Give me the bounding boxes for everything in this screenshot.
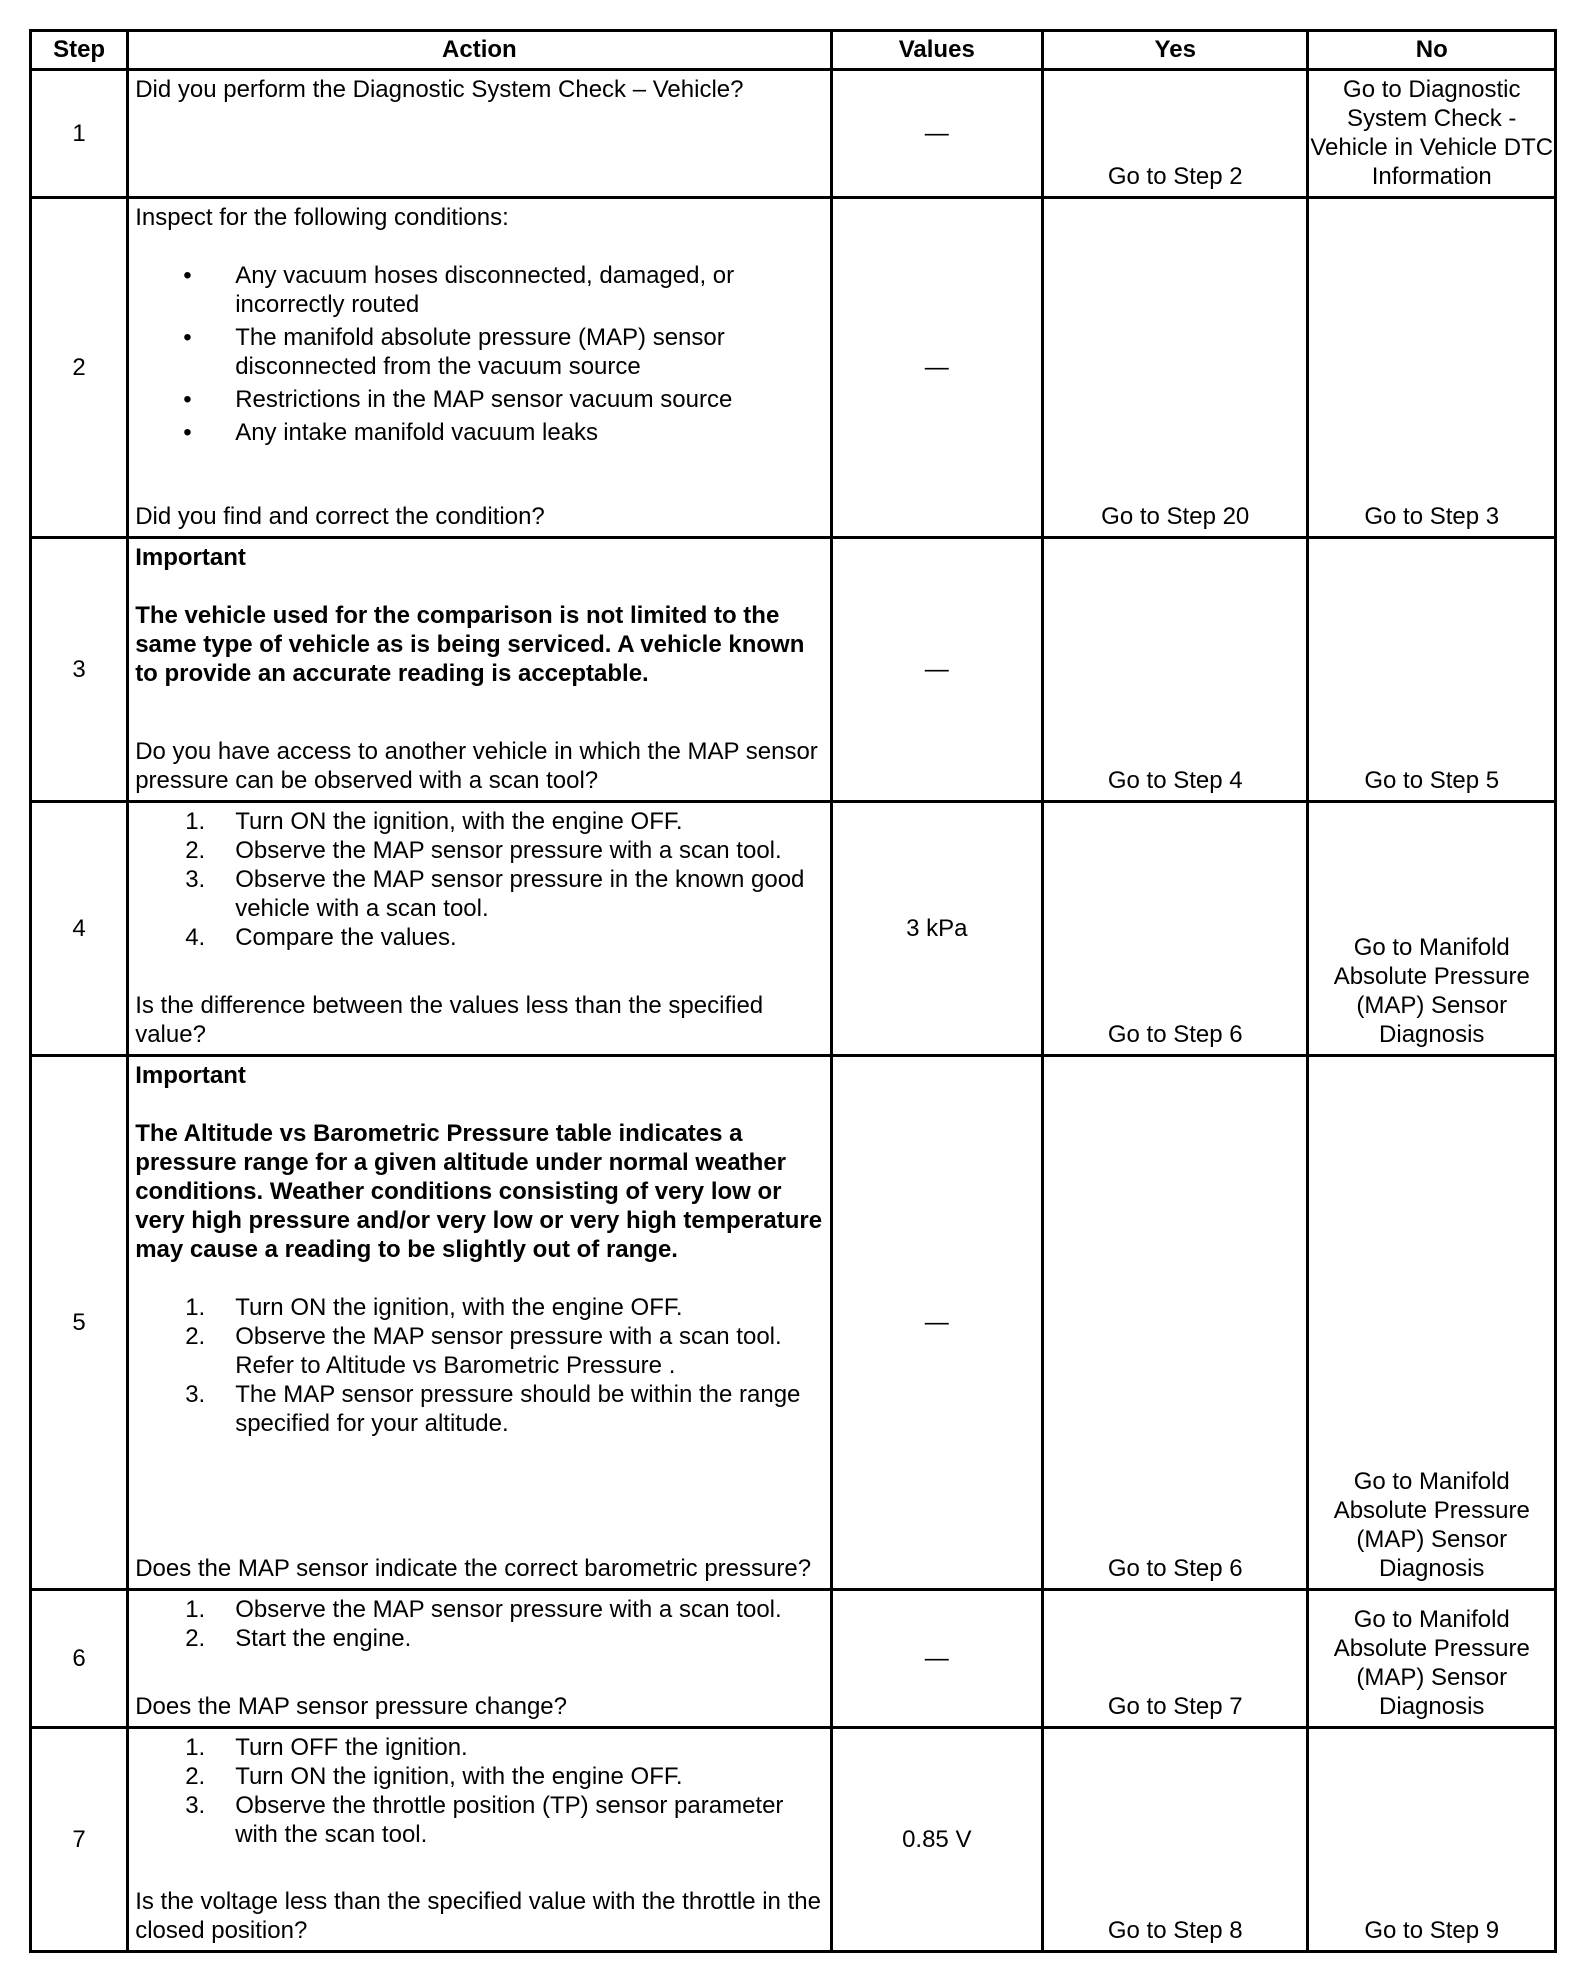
header-values: Values xyxy=(831,31,1042,70)
yes-link[interactable]: Go to Step 6 xyxy=(1107,1555,1243,1582)
value-cell: 0.85 V xyxy=(831,1728,1042,1952)
table-row-step-7 xyxy=(31,1728,1556,1952)
important-heading: Important xyxy=(135,544,246,571)
no-link[interactable]: Go to Diagnostic System Check - Vehicle in Vehicle DTC Information xyxy=(1310,76,1554,190)
yes-link[interactable]: Go to Step 7 xyxy=(1107,1693,1243,1720)
list-item: 2. Start the engine. xyxy=(185,1625,412,1652)
action-question: Is the voltage less than the specified value with the throttle in the closed position? xyxy=(135,1888,821,1944)
action-question: Does the MAP sensor pressure change? xyxy=(135,1693,567,1720)
value-cell: — xyxy=(831,70,1042,198)
value-cell: 3 kPa xyxy=(831,802,1042,1056)
yes-link[interactable]: Go to Step 2 xyxy=(1107,163,1243,190)
step-number: 1 xyxy=(31,70,128,198)
action-question: Did you perform the Diagnostic System Check – Vehicle? xyxy=(135,76,744,103)
table-row-step-4 xyxy=(31,802,1556,1056)
no-link[interactable]: Go to Manifold Absolute Pressure (MAP) Sensor Diagnosis xyxy=(1333,1606,1530,1720)
table-row-step-3 xyxy=(31,538,1556,802)
procedure-list xyxy=(135,1293,823,1438)
no-link[interactable]: Go to Step 5 xyxy=(1364,767,1500,794)
yes-link[interactable]: Go to Step 4 xyxy=(1107,767,1243,794)
action-question: Do you have access to another vehicle in which the MAP sensor pressure can be observed with a scan tool? xyxy=(135,738,818,794)
header-step: Step xyxy=(31,31,128,70)
list-item: 1. Observe the MAP sensor pressure with a scan tool. xyxy=(185,1596,782,1623)
yes-link[interactable]: Go to Step 20 xyxy=(1101,503,1250,530)
list-item: 3. The MAP sensor pressure should be within the range specified for your altitude. xyxy=(185,1381,801,1437)
header-no: No xyxy=(1308,31,1556,70)
step-number: 5 xyxy=(31,1056,128,1590)
action-intro: Inspect for the following conditions: xyxy=(135,204,509,231)
yes-link[interactable]: Go to Step 8 xyxy=(1107,1917,1243,1944)
value-cell: — xyxy=(831,198,1042,538)
action-question: Does the MAP sensor indicate the correct barometric pressure? xyxy=(135,1555,812,1582)
important-heading: Important xyxy=(135,1062,246,1089)
table-row-step-2 xyxy=(31,198,1556,538)
table-row-step-6 xyxy=(31,1590,1556,1728)
list-item: • The manifold absolute pressure (MAP) sensor disconnected from the vacuum source xyxy=(183,324,725,380)
value-cell: — xyxy=(831,1590,1042,1728)
important-text: The Altitude vs Barometric Pressure table indicates a pressure range for a given altitude under normal weather conditions. Weather conditions consisting of very low or very high pressure and/or very low or very high temperature may cause a reading to be slightly out of range. xyxy=(135,1120,823,1263)
list-item: 3. Observe the MAP sensor pressure in the known good vehicle with a scan tool. xyxy=(185,866,805,922)
no-link[interactable]: Go to Step 3 xyxy=(1364,503,1500,530)
procedure-list xyxy=(135,1733,823,1849)
value-cell: — xyxy=(831,1056,1042,1590)
action-question: Did you find and correct the condition? xyxy=(135,503,545,530)
list-item: 1. Turn OFF the ignition. xyxy=(185,1734,468,1761)
action-question: Is the difference between the values less than the specified value? xyxy=(135,992,764,1048)
step-number: 4 xyxy=(31,802,128,1056)
step-number: 3 xyxy=(31,538,128,802)
table-row-step-1 xyxy=(31,70,1556,198)
procedure-list xyxy=(135,1595,823,1653)
value-cell: — xyxy=(831,538,1042,802)
table-row-step-5 xyxy=(31,1056,1556,1590)
list-item: 1. Turn ON the ignition, with the engine OFF. xyxy=(185,1294,683,1321)
list-item: • Restrictions in the MAP sensor vacuum source xyxy=(183,386,733,413)
step-number: 2 xyxy=(31,198,128,538)
list-item: 2. Turn ON the ignition, with the engine OFF. xyxy=(185,1763,683,1790)
list-item: 2. Observe the MAP sensor pressure with a scan tool. Refer to Altitude vs Barometric Pressure . xyxy=(185,1323,782,1379)
header-yes: Yes xyxy=(1042,31,1308,70)
yes-link[interactable]: Go to Step 6 xyxy=(1107,1021,1243,1048)
list-item: 3. Observe the throttle position (TP) sensor parameter with the scan tool. xyxy=(185,1792,784,1848)
list-item: 4. Compare the values. xyxy=(185,924,457,951)
step-number: 6 xyxy=(31,1590,128,1728)
step-number: 7 xyxy=(31,1728,128,1952)
important-text: The vehicle used for the comparison is not limited to the same type of vehicle as is being serviced. A vehicle known to provide an accurate reading is acceptable. xyxy=(135,602,805,687)
no-link[interactable]: Go to Manifold Absolute Pressure (MAP) Sensor Diagnosis xyxy=(1333,934,1530,1048)
list-item: • Any vacuum hoses disconnected, damaged, or incorrectly routed xyxy=(183,262,735,318)
header-row xyxy=(31,31,1556,70)
no-link[interactable]: Go to Manifold Absolute Pressure (MAP) Sensor Diagnosis xyxy=(1333,1468,1530,1582)
diagnostic-table xyxy=(29,29,1557,1953)
list-item: • Any intake manifold vacuum leaks xyxy=(183,419,599,446)
header-action: Action xyxy=(128,31,831,70)
list-item: 1. Turn ON the ignition, with the engine OFF. xyxy=(185,808,683,835)
procedure-list xyxy=(135,807,823,952)
conditions-list xyxy=(135,261,823,451)
no-link[interactable]: Go to Step 9 xyxy=(1364,1917,1500,1944)
list-item: 2. Observe the MAP sensor pressure with a scan tool. xyxy=(185,837,782,864)
